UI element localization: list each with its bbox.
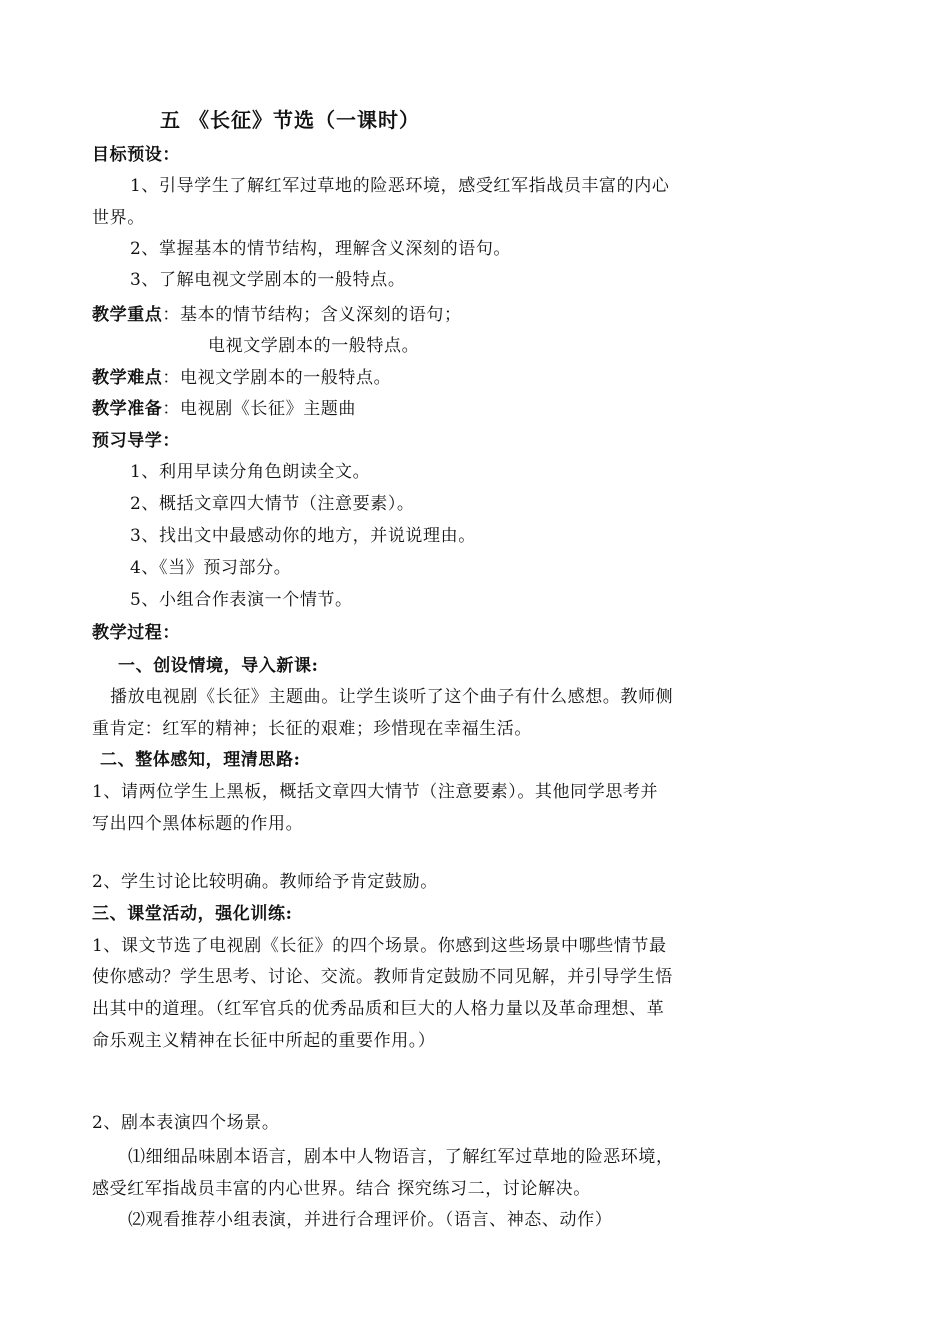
key-points-label: 教学重点 xyxy=(92,305,163,325)
preview-item-4: 4、《当》预习部分。 xyxy=(130,558,292,578)
section-1-para-line-2: 重肯定：红军的精神；长征的艰难；珍惜现在幸福生活。 xyxy=(92,719,532,739)
difficulty-row xyxy=(92,367,391,389)
key-points-text: ：基本的情节结构；含义深刻的语句； xyxy=(162,305,462,325)
process-label: 教学过程： xyxy=(92,623,180,643)
goal-item-1-line-1: 1、引导学生了解红军过草地的险恶环境，感受红军指战员丰富的内心 xyxy=(130,176,670,196)
preview-item-1: 1、利用早读分角色朗读全文。 xyxy=(130,462,371,482)
section-2-para-1-line-1: 1、请两位学生上黑板，概括文章四大情节（注意要素）。其他同学思考并 xyxy=(92,782,659,802)
preview-item-5: 5、小组合作表演一个情节。 xyxy=(130,590,353,610)
preview-item-2: 2、概括文章四大情节（注意要素）。 xyxy=(130,494,415,514)
preview-label: 预习导学： xyxy=(92,431,180,451)
section-3-para-1-line-1: 1、课文节选了电视剧《长征》的四个场景。你感到这些场景中哪些情节最 xyxy=(92,936,667,956)
section-3-para-1-line-2: 使你感动？学生思考、讨论、交流。教师肯定鼓励不同见解，并引导学生悟 xyxy=(92,967,673,987)
section-3-para-2-item-1-line-1: ⑴细细品味剧本语言，剧本中人物语言，了解红军过草地的险恶环境， xyxy=(128,1147,674,1167)
goal-item-3: 3、了解电视文学剧本的一般特点。 xyxy=(130,270,406,290)
goal-item-1-line-2: 世界。 xyxy=(92,208,145,228)
section-3-para-1-line-4: 命乐观主义精神在长征中所起的重要作用。） xyxy=(92,1031,436,1051)
section-3-para-1-line-3: 出其中的道理。（红军官兵的优秀品质和巨大的人格力量以及革命理想、革 xyxy=(92,999,665,1019)
goal-item-2: 2、掌握基本的情节结构，理解含义深刻的语句。 xyxy=(130,239,512,259)
section-3-para-2: 2、剧本表演四个场景。 xyxy=(92,1113,280,1133)
section-3-title: 三、课堂活动，强化训练: xyxy=(92,904,293,924)
section-3-para-2-item-2: ⑵观看推荐小组表演，并进行合理评价。（语言、神态、动作） xyxy=(128,1210,613,1230)
difficulty-text: ：电视文学剧本的一般特点。 xyxy=(162,368,392,388)
difficulty-label: 教学难点 xyxy=(92,368,163,388)
lesson-title: 五 《长征》节选（一课时） xyxy=(160,108,420,132)
section-1-para-line-1: 播放电视剧《长征》主题曲。让学生谈听了这个曲子有什么感想。教师侧 xyxy=(110,687,674,707)
key-points-text-line-2: 电视文学剧本的一般特点。 xyxy=(208,336,420,356)
preparation-row xyxy=(92,398,356,420)
section-2-para-1-line-2: 写出四个黑体标题的作用。 xyxy=(92,814,304,834)
preparation-label: 教学准备 xyxy=(92,399,163,419)
section-2-title: 二、整体感知，理清思路: xyxy=(100,750,301,770)
section-1-title: 一、创设情境，导入新课: xyxy=(118,656,319,676)
preview-item-3: 3、找出文中最感动你的地方，并说说理由。 xyxy=(130,526,476,546)
section-3-para-2-item-1-line-2: 感受红军指战员丰富的内心世界。结合 探究练习二，讨论解决。 xyxy=(92,1179,591,1199)
preparation-text: ：电视剧《长征》主题曲 xyxy=(162,399,357,419)
key-points-row xyxy=(92,304,462,326)
section-2-para-2: 2、学生讨论比较明确。教师给予肯定鼓励。 xyxy=(92,872,438,892)
goals-label: 目标预设： xyxy=(92,145,180,165)
